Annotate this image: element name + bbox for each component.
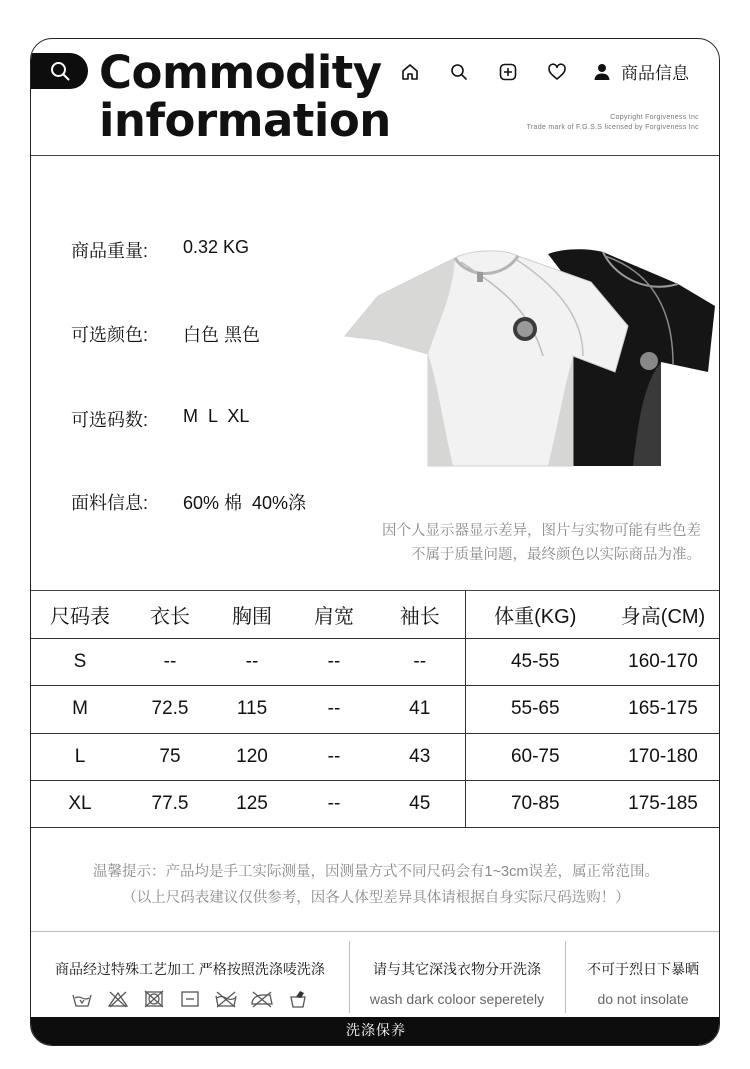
tip-line-1: 温馨提示：产品均是手工实际测量，因测量方式不同尺码会有1~3cm误差，属正常范围。 — [93, 864, 659, 880]
info-value: 0.32 KG — [183, 237, 250, 257]
search-icon[interactable] — [448, 61, 470, 83]
table-cell: 45 — [375, 781, 465, 828]
note-line-1: 因个人显示器显示差异，图片与实物可能有些色差 — [382, 523, 701, 539]
top-nav — [399, 59, 689, 84]
info-fabric — [71, 489, 306, 515]
color-note — [331, 519, 701, 567]
footer-bar: 洗涤保养 — [31, 1017, 720, 1046]
table-cell: -- — [293, 686, 375, 733]
care-subtitle: do not insolate — [597, 991, 689, 1007]
wash-separately — [349, 943, 565, 1023]
table-cell: S — [31, 638, 129, 685]
table-cell: -- — [211, 638, 293, 685]
product-info-card — [30, 38, 720, 1046]
table-cell: 160-170 — [605, 638, 720, 685]
care-subtitle: wash dark coloor seperetely — [369, 991, 545, 1007]
care-instructions — [31, 943, 349, 1023]
table-cell: -- — [293, 781, 375, 828]
table-header: 肩宽 — [293, 591, 375, 638]
table-cell: 75 — [129, 733, 211, 780]
info-colors — [71, 321, 260, 347]
table-cell: 115 — [211, 686, 293, 733]
table-row — [31, 638, 720, 685]
table-cell: -- — [375, 638, 465, 685]
info-label: 可选颜色: — [71, 325, 149, 345]
table-cell: -- — [293, 733, 375, 780]
no-bleach-icon — [100, 989, 136, 1009]
divider — [31, 931, 720, 932]
info-label: 可选码数: — [71, 410, 149, 430]
table-cell: 55-65 — [465, 686, 605, 733]
table-cell: 43 — [375, 733, 465, 780]
search-button[interactable] — [31, 53, 88, 89]
copyright-line-2: Trade mark of F.G.S.S licensed by Forgiveness Inc — [526, 124, 699, 131]
table-header: 胸围 — [211, 591, 293, 638]
info-label: 商品重量: — [71, 241, 149, 261]
product-image — [343, 244, 718, 469]
table-cell: 72.5 — [129, 686, 211, 733]
size-table — [31, 591, 720, 828]
no-iron-icon — [244, 989, 280, 1009]
note-line-2: 不属于质量问题，最终颜色以实际商品为准。 — [411, 547, 701, 563]
no-tumble-dry-icon — [136, 989, 172, 1009]
table-row — [31, 733, 720, 780]
table-header-row — [31, 591, 720, 638]
table-cell: 77.5 — [129, 781, 211, 828]
measurement-tip — [31, 859, 720, 911]
info-value: 白色 黑色 — [183, 325, 261, 345]
table-header: 身高(CM) — [605, 591, 720, 638]
table-cell: -- — [293, 638, 375, 685]
table-cell: M — [31, 686, 129, 733]
table-cell: 170-180 — [605, 733, 720, 780]
search-icon — [49, 60, 71, 82]
table-row — [31, 686, 720, 733]
table-cell: 70-85 — [465, 781, 605, 828]
table-header: 体重(KG) — [465, 591, 605, 638]
care-title: 商品经过特殊工艺加工 严格按照洗涤唛洗涤 — [55, 961, 325, 977]
info-label: 面料信息: — [71, 493, 149, 513]
add-icon[interactable] — [497, 61, 519, 83]
no-dry-clean-icon — [208, 989, 244, 1009]
page-title — [99, 46, 391, 147]
care-title: 不可于烈日下暴晒 — [587, 961, 699, 977]
table-header: 袖长 — [375, 591, 465, 638]
copyright — [527, 113, 699, 133]
table-cell: 41 — [375, 686, 465, 733]
tip-line-2: （以上尺码表建议仅供参考，因各人体型差异具体请根据自身实际尺码选购！） — [122, 890, 630, 906]
info-value: 60% 棉 40%涤 — [183, 493, 307, 513]
hand-wash-icon — [64, 989, 100, 1009]
divider — [31, 155, 720, 156]
info-weight — [71, 237, 249, 263]
title-line-1: Commodity — [99, 46, 382, 99]
table-cell: 125 — [211, 781, 293, 828]
title-line-2: information — [99, 94, 391, 147]
table-cell: 175-185 — [605, 781, 720, 828]
table-cell: L — [31, 733, 129, 780]
table-cell: 120 — [211, 733, 293, 780]
info-sizes — [71, 406, 249, 432]
table-cell: XL — [31, 781, 129, 828]
care-title: 请与其它深浅衣物分开洗涤 — [373, 961, 541, 977]
user-icon — [593, 63, 611, 81]
table-cell: 60-75 — [465, 733, 605, 780]
heart-icon[interactable] — [546, 61, 568, 83]
table-header: 衣长 — [129, 591, 211, 638]
no-insolate — [565, 943, 720, 1023]
no-wring-icon — [280, 989, 316, 1009]
home-icon[interactable] — [399, 61, 421, 83]
user-label: 商品信息 — [621, 64, 689, 83]
table-row — [31, 781, 720, 828]
flat-dry-icon — [172, 989, 208, 1009]
table-cell: -- — [129, 638, 211, 685]
table-header: 尺码表 — [31, 591, 129, 638]
table-cell: 45-55 — [465, 638, 605, 685]
copyright-line-1: Copyright Forgiveness Inc — [610, 114, 699, 121]
info-value: M L XL — [183, 406, 250, 426]
care-icons — [31, 989, 349, 1009]
table-cell: 165-175 — [605, 686, 720, 733]
user-menu[interactable] — [593, 59, 689, 84]
